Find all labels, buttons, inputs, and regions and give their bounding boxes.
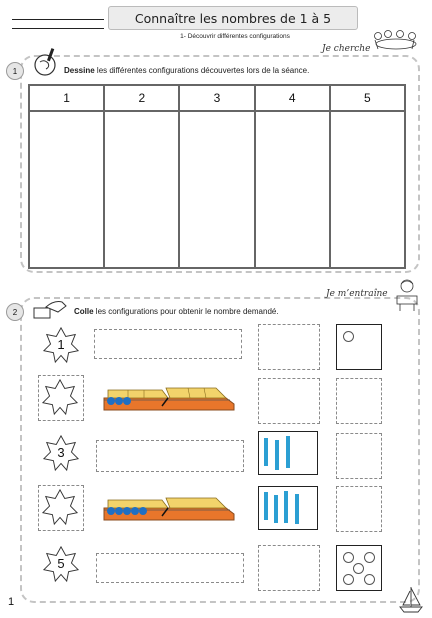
row-2-glue-box-b[interactable] (336, 378, 382, 424)
row-1-glue-box-a[interactable] (258, 324, 320, 370)
section-1-instruction: Dessine les différentes configurations découvertes lors de la séance. (64, 66, 310, 75)
section-2-number: 2 (6, 303, 24, 321)
drawing-cell-2[interactable] (104, 111, 179, 268)
row-3-number: 3 (57, 445, 65, 460)
name-line (12, 19, 104, 20)
row-1-glue-slot[interactable] (94, 329, 242, 359)
column-header-1: 1 (29, 85, 104, 111)
star-icon (41, 488, 79, 526)
column-header-3: 3 (179, 85, 254, 111)
page-number: 1 (8, 596, 15, 608)
configurations-table (28, 84, 406, 269)
column-header-5: 5 (330, 85, 405, 111)
star-icon (41, 378, 79, 416)
pencil-circle-icon (32, 47, 60, 77)
row-5-dice-card (336, 545, 382, 591)
section-2-instruction: Colle les configurations pour obtenir le nombre demandé. (74, 307, 279, 316)
row-3-bars-card (258, 431, 318, 475)
row-4-bars-card (258, 486, 318, 530)
row-3-glue-box-b[interactable] (336, 433, 382, 479)
row-5-glue-slot[interactable] (96, 553, 244, 583)
drawing-cell-1[interactable] (29, 111, 104, 268)
section-2-tag: Je m’entraîne (326, 289, 388, 299)
children-table-illustration (368, 28, 424, 52)
bead-rack-illustration (98, 494, 236, 524)
row-5-number: 5 (57, 556, 65, 571)
column-header-2: 2 (104, 85, 179, 111)
column-header-4: 4 (255, 85, 330, 111)
row-2-glue-box-a[interactable] (258, 378, 320, 424)
page-subtitle: 1- Découvrir différentes configurations (180, 33, 290, 40)
row-1-dice-card (336, 324, 382, 370)
glue-hand-icon (32, 298, 68, 320)
drawing-cell-5[interactable] (330, 111, 405, 268)
page-title: Connaître les nombres de 1 à 5 (108, 6, 358, 30)
name-line (12, 28, 104, 29)
drawing-cell-3[interactable] (179, 111, 254, 268)
sailboat-icon (398, 585, 424, 615)
row-5-glue-box-a[interactable] (258, 545, 320, 591)
row-1-number: 1 (57, 337, 65, 352)
bead-rack-illustration (98, 384, 236, 414)
section-1-number: 1 (6, 62, 24, 80)
child-reading-illustration (392, 278, 422, 312)
section-1-tag: Je cherche (322, 44, 371, 54)
row-3-glue-slot[interactable] (96, 440, 244, 472)
drawing-cell-4[interactable] (255, 111, 330, 268)
row-4-glue-box-b[interactable] (336, 486, 382, 532)
